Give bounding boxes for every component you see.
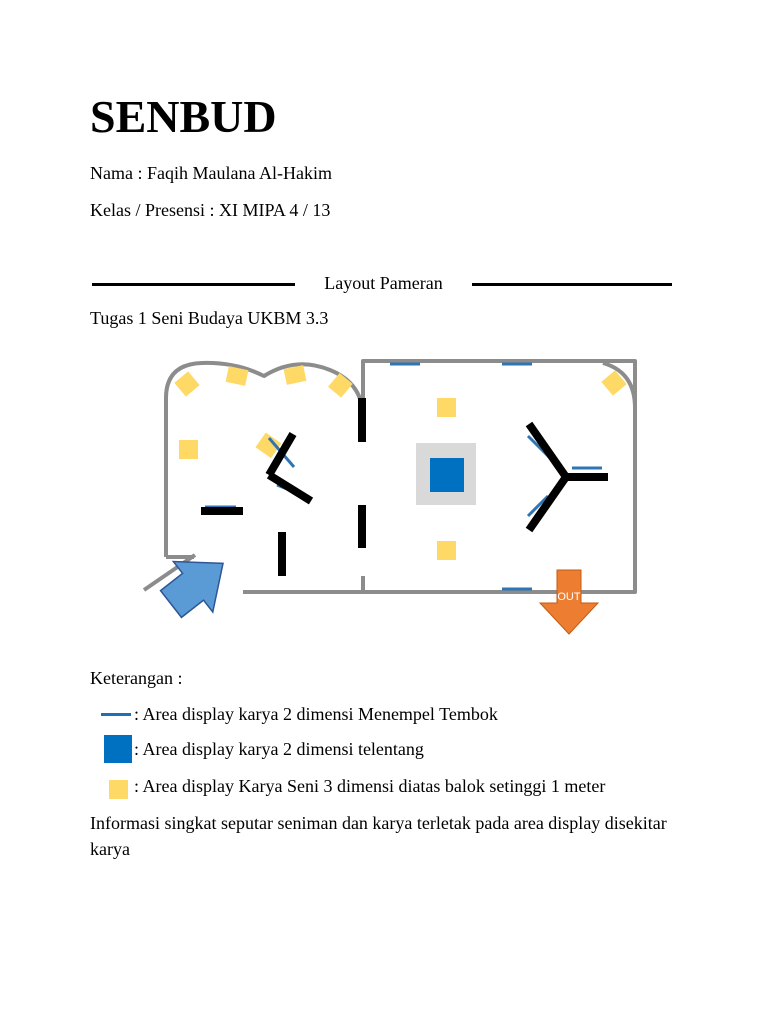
block-display [437,398,456,417]
wall-display-line-icon [100,699,134,729]
block-display [437,541,456,560]
flat-display-center [430,458,464,492]
info-note: Informasi singkat seputar seniman dan karya terletak pada area display disekitar karya [90,813,667,859]
student-class: Kelas / Presensi : XI MIPA 4 / 13 [90,200,331,220]
page-title: SENBUD [90,91,277,142]
task-title: Tugas 1 Seni Budaya UKBM 3.3 [90,308,329,328]
flat-display-square-icon [100,734,134,764]
legend-item-wall-display [100,699,498,729]
block-display [174,371,199,396]
exhibition-floor-plan [130,350,660,640]
partition [269,475,311,501]
partition [529,424,566,477]
block-display [328,373,353,398]
legend-heading: Keterangan : [90,668,183,688]
student-name: Nama : Faqih Maulana Al-Hakim [90,163,332,183]
block-display-square-icon [100,771,134,801]
legend-item-flat-display [100,734,424,764]
section-title: Layout Pameran [324,273,443,293]
legend-text: : Area display karya 2 dimensi telentang [134,738,424,759]
partitions [201,398,608,576]
divider-rule-right [472,283,672,286]
block-display [179,440,198,459]
wall-displays [205,364,602,589]
legend-item-block-display [100,771,605,801]
partition [529,477,566,530]
legend-text: : Area display Karya Seni 3 dimensi diatas balok setinggi 1 meter [134,775,606,796]
section-divider [90,272,674,294]
divider-rule-left [92,283,295,286]
exit-label: OUT [557,591,581,603]
legend-text: : Area display karya 2 dimensi Menempel Tembok [134,703,498,724]
